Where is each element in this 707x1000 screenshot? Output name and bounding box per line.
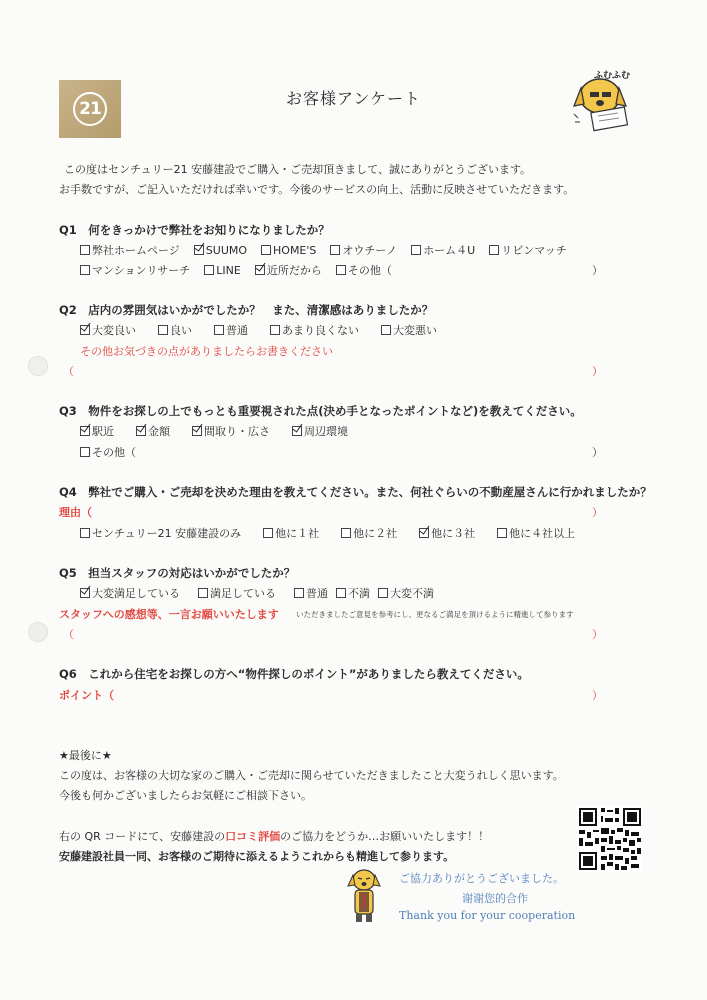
q1-option[interactable]: [261, 242, 316, 258]
q3-close-paren: ）: [592, 446, 603, 459]
q6-question: Q6 これから住宅をお探しの方へ“物件探しのポイント”がありましたら教えてください。: [59, 667, 529, 681]
checkbox-checked[interactable]: [192, 426, 202, 436]
checkbox-checked[interactable]: [80, 325, 90, 335]
checkbox[interactable]: [80, 265, 90, 275]
checkbox-checked[interactable]: [136, 426, 146, 436]
option-label: 近所だから: [266, 264, 322, 277]
option-label: 駅近: [92, 425, 114, 438]
q3-option[interactable]: [136, 423, 170, 439]
checkbox[interactable]: [198, 588, 208, 598]
review-emphasis: 口コミ評価: [225, 830, 281, 843]
q2-question: Q2 店内の雰囲気はいかがでしたか？ また、清潔感はありましたか？: [59, 303, 434, 317]
thanks-japanese: ご協力ありがとうございました。: [399, 872, 564, 885]
option-label: 普通: [306, 587, 328, 600]
dog-mascot-bowing-icon: [345, 866, 383, 926]
q2-options: [80, 322, 451, 338]
option-label: 大変不満: [390, 587, 434, 600]
q3-options: [80, 423, 362, 439]
q5-open-paren: （: [63, 628, 74, 641]
checkbox[interactable]: [158, 325, 168, 335]
thanks-english: Thank you for your cooperation: [399, 909, 576, 922]
binder-hole-bottom: [28, 622, 48, 642]
q5-question: Q5 担当スタッフの対応はいかがでしたか？: [59, 566, 296, 580]
page-title: お客様アンケート: [285, 89, 422, 108]
q5-option[interactable]: [80, 585, 180, 601]
q4-question: Q4 弊社でご購入・ご売却を決めた理由を教えてください。また、何社ぐらいの不動産屋さんに行かれましたか？: [59, 485, 652, 499]
checkbox-checked[interactable]: [419, 528, 429, 538]
q5-close-paren: ）: [592, 628, 603, 641]
q6-close-paren: ）: [592, 689, 603, 702]
checkbox-checked[interactable]: [80, 426, 90, 436]
checkbox[interactable]: [294, 588, 304, 598]
option-label: 普通: [226, 324, 248, 337]
q4-option[interactable]: [263, 525, 319, 541]
checkbox[interactable]: [378, 588, 388, 598]
checkbox-checked[interactable]: [292, 426, 302, 436]
intro-line-2: お手数ですが、ご記入いただければ幸いです。今後のサービスの向上、活動に反映させていただきます。: [59, 183, 575, 196]
q3-option[interactable]: [192, 423, 270, 439]
q3-option-other[interactable]: [80, 444, 136, 460]
checkbox[interactable]: [411, 245, 421, 255]
checkbox-checked[interactable]: [194, 245, 204, 255]
q5-comment-prompt: スタッフへの感想等、一言お願いいたします: [59, 608, 279, 621]
option-label: センチュリー21 安藤建設のみ: [92, 527, 242, 540]
checkbox[interactable]: [214, 325, 224, 335]
checkbox[interactable]: [80, 447, 90, 457]
q4-option[interactable]: [80, 525, 241, 541]
q1-close-paren: ）: [592, 264, 603, 277]
q5-option[interactable]: [336, 585, 370, 601]
qr-request-pre: 右の QR コードにて、安藤建設の: [59, 830, 226, 843]
q3-option[interactable]: [80, 423, 114, 439]
mascot-caption: ふむふむ: [594, 71, 631, 81]
q1-options-row1: [80, 242, 581, 258]
qr-code-icon[interactable]: [577, 806, 643, 872]
option-label: リビンマッチ: [501, 244, 567, 257]
q6-point-label: ポイント（: [59, 689, 114, 702]
binder-hole-top: [28, 356, 48, 376]
option-label: 他に２社: [353, 527, 398, 540]
option-label: マンションリサーチ: [92, 264, 191, 277]
q3-question: Q3 物件をお探しの上でもっとも重要視された点(決め手となったポイントなど)を教えてください。: [59, 404, 582, 418]
option-label: 間取り・広さ: [204, 425, 270, 438]
option-label: オウチーノ: [342, 244, 398, 257]
option-label: 大変悪い: [393, 324, 437, 337]
q1-option[interactable]: [330, 242, 397, 258]
checkbox-checked[interactable]: [255, 265, 265, 275]
q4-close-paren: ）: [592, 506, 603, 519]
option-label: 他に４社以上: [509, 527, 576, 540]
q1-option[interactable]: [204, 262, 241, 278]
q5-note: いただきましたご意見を参考にし、更なるご満足を頂けるように精進して参ります: [296, 610, 574, 619]
intro-line-1: この度はセンチュリー21 安藤建設でご購入・ご売却頂きまして、誠にありがとうございます。: [64, 163, 532, 176]
q3-other-row: [80, 444, 150, 460]
checkbox[interactable]: [497, 528, 507, 538]
option-label: 良い: [170, 324, 192, 337]
option-label: ホーム４U: [423, 244, 476, 257]
option-label: SUUMO: [205, 243, 248, 257]
q5-options: [80, 585, 448, 601]
q1-option[interactable]: [411, 242, 475, 258]
option-label: 周辺環境: [304, 425, 348, 438]
checkbox[interactable]: [489, 245, 499, 255]
option-label: 他に１社: [275, 527, 320, 540]
q4-reason-label: 理由（: [59, 506, 92, 519]
q4-option[interactable]: [497, 525, 575, 541]
option-label: 大変満足している: [92, 587, 180, 600]
checkbox[interactable]: [336, 588, 346, 598]
closing-heading: ★最後に★: [59, 749, 112, 762]
checkbox[interactable]: [204, 265, 214, 275]
qr-request-post: のご協力をどうか…お願いいたします！！: [280, 830, 490, 843]
q2-close-paren: ）: [592, 365, 603, 378]
closing-line-4: 安藤建設社員一同、お客様のご期待に添えるようこれからも精進して参ります。: [59, 850, 455, 863]
checkbox[interactable]: [261, 245, 271, 255]
closing-qr-request: [59, 828, 489, 844]
q4-option[interactable]: [341, 525, 397, 541]
option-label: 不満: [348, 587, 370, 600]
q2-option[interactable]: [214, 322, 248, 338]
logo-text: 21: [73, 92, 107, 126]
thanks-chinese: 谢谢您的合作: [462, 892, 528, 905]
checkbox[interactable]: [80, 245, 90, 255]
q1-question: Q1 何をきっかけで弊社をお知りになりましたか？: [59, 223, 330, 237]
q1-option[interactable]: [80, 262, 190, 278]
q1-option[interactable]: [80, 242, 180, 258]
option-label: LINE: [216, 263, 241, 277]
checkbox[interactable]: [341, 528, 351, 538]
q5-option[interactable]: [378, 585, 434, 601]
option-label: その他（: [347, 264, 392, 277]
option-label: 大変良い: [92, 324, 136, 337]
closing-line-2: 今後も何かございましたらお気軽にご相談下さい。: [59, 789, 312, 802]
q1-options-row2: [80, 262, 406, 278]
checkbox[interactable]: [270, 325, 280, 335]
q5-option[interactable]: [294, 585, 328, 601]
checkbox[interactable]: [381, 325, 391, 335]
q2-option[interactable]: [80, 322, 136, 338]
q2-option[interactable]: [381, 322, 437, 338]
checkbox[interactable]: [263, 528, 273, 538]
q2-option[interactable]: [158, 322, 192, 338]
option-label: 弊社ホームページ: [92, 244, 180, 257]
q2-comment-prompt: その他お気づきの点がありましたらお書きください: [80, 345, 333, 358]
checkbox[interactable]: [80, 528, 90, 538]
q4-option[interactable]: [419, 525, 475, 541]
option-label: 金額: [148, 425, 170, 438]
closing-line-1: この度は、お客様の大切な家のご購入・ご売却に関らせていただきましたこと大変うれしく思います。: [59, 769, 564, 782]
q5-option[interactable]: [198, 585, 276, 601]
q1-option[interactable]: [194, 242, 247, 258]
q3-option[interactable]: [292, 423, 348, 439]
checkbox[interactable]: [330, 245, 340, 255]
checkbox[interactable]: [336, 265, 346, 275]
option-label: その他（: [92, 446, 136, 459]
q4-options: [80, 525, 589, 541]
checkbox-checked[interactable]: [80, 588, 90, 598]
q2-open-paren: （: [63, 365, 74, 378]
option-label: 満足している: [210, 587, 276, 600]
q1-option[interactable]: [489, 242, 567, 258]
q1-option[interactable]: [255, 262, 322, 278]
option-label: HOME'S: [273, 243, 317, 257]
option-label: あまり良くない: [282, 324, 359, 337]
q2-option[interactable]: [270, 322, 359, 338]
option-label: 他に３社: [431, 527, 476, 540]
q1-option[interactable]: [336, 262, 392, 278]
